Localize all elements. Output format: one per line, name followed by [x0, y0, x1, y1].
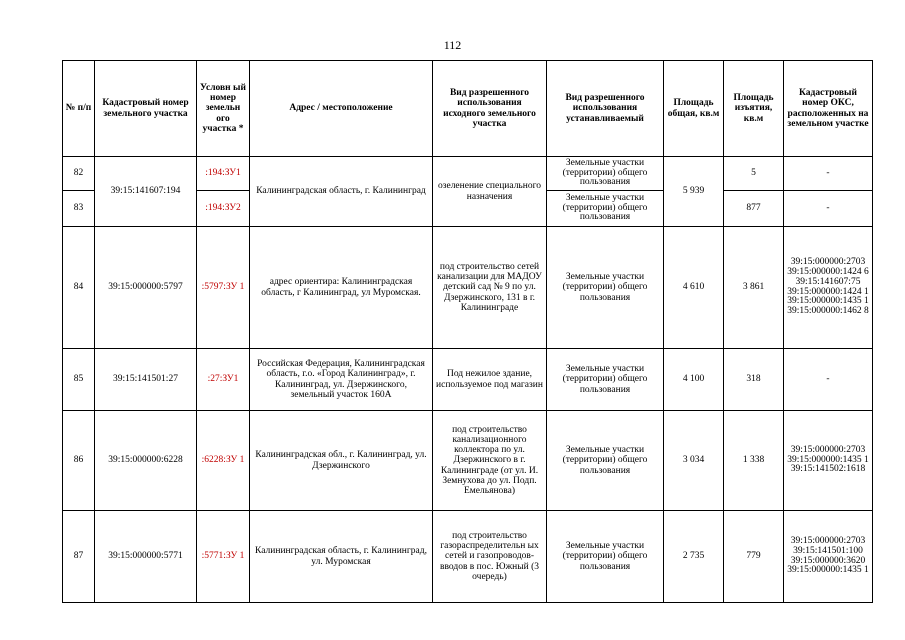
use-set: Земельные участки (территории) общего пользования: [547, 511, 664, 603]
table-row: [63, 411, 873, 511]
row-num: 85: [63, 349, 95, 411]
use-source: под строительство газораспределительн ых сетей и газопроводов-вводов в пос. Южный (3 очередь): [433, 511, 547, 603]
header-area-total: Площадь общая, кв.м: [664, 61, 724, 157]
conditional-number: :194:ЗУ2: [197, 191, 250, 227]
conditional-number: :5771:ЗУ 1: [197, 511, 250, 603]
cadastral-number: 39:15:000000:6228: [95, 411, 197, 511]
address: адрес ориентира: Калининградская область, г Калининград, ул Муромская.: [250, 227, 433, 349]
conditional-number: :6228:ЗУ 1: [197, 411, 250, 511]
header-address: Адрес / местоположение: [250, 61, 433, 157]
area-taken: 318: [724, 349, 784, 411]
oks-number: 39:15:141502:1618: [790, 464, 866, 475]
oks-number: 39:15:000000:1435 1: [787, 565, 869, 576]
table-row: [63, 511, 873, 603]
oks-numbers: [784, 227, 873, 349]
header-area-taken: Площадь изъятия, кв.м: [724, 61, 784, 157]
oks-numbers: [784, 511, 873, 603]
use-source: под строительство сетей канализации для МАДОУ детский сад № 9 по ул. Дзержинского, 131 в г. Калининграде: [433, 227, 547, 349]
oks-number: 39:15:000000:2703: [790, 444, 866, 455]
use-set: Земельные участки (территории) общего пользования: [547, 191, 664, 227]
land-plots-table: [62, 60, 873, 603]
table-row: [63, 227, 873, 349]
table-row: [63, 157, 873, 191]
table-row: [63, 349, 873, 411]
area-total: 5 939: [664, 157, 724, 227]
area-taken: 3 861: [724, 227, 784, 349]
table-header-row: [63, 61, 873, 157]
use-set: Земельные участки (территории) общего пользования: [547, 157, 664, 191]
address: Российская Федерация, Калининградская область, г.о. «Город Калининград», г. Калининград, ул. Дзержинского, земельный участок 160А: [250, 349, 433, 411]
header-conditional: Условн ый номер земельн ого участка *: [197, 61, 250, 157]
row-num: 84: [63, 227, 95, 349]
area-taken: 5: [724, 157, 784, 191]
use-source: под строительство канализационного коллектора по ул. Дзержинского в г. Калининграде (от ул. И. Земнухова до ул. Подп. Емельянова): [433, 411, 547, 511]
address: Калининградская область, г. Калининград, ул. Муромская: [250, 511, 433, 603]
cadastral-number: 39:15:000000:5797: [95, 227, 197, 349]
use-source: озеленение специального назначения: [433, 157, 547, 227]
header-num: № п/п: [63, 61, 95, 157]
use-set: Земельные участки (территории) общего пользования: [547, 349, 664, 411]
oks-number: 39:15:000000:1435 1: [787, 296, 869, 307]
row-num: 86: [63, 411, 95, 511]
row-num: 83: [63, 191, 95, 227]
use-source: Под нежилое здание, используемое под магазин: [433, 349, 547, 411]
cadastral-number: 39:15:000000:5771: [95, 511, 197, 603]
conditional-number: :5797:ЗУ 1: [197, 227, 250, 349]
area-taken: 877: [724, 191, 784, 227]
header-use-source: Вид разрешенного использования исходного земельного участка: [433, 61, 547, 157]
conditional-number: :27:ЗУ1: [197, 349, 250, 411]
row-num: 82: [63, 157, 95, 191]
area-taken: 1 338: [724, 411, 784, 511]
header-oks: Кадастровый номер ОКС, расположенных на земельном участке: [784, 61, 873, 157]
area-total: 3 034: [664, 411, 724, 511]
cadastral-number: 39:15:141607:194: [95, 157, 197, 227]
oks-number: 39:15:000000:1424 6: [787, 267, 869, 278]
header-use-set: Вид разрешенного использования устанавливаемый: [547, 61, 664, 157]
area-total: 2 735: [664, 511, 724, 603]
use-set: Земельные участки (территории) общего пользования: [547, 227, 664, 349]
address: Калининградская обл., г. Калининград, ул. Дзержинского: [250, 411, 433, 511]
oks-numbers: [784, 411, 873, 511]
area-total: 4 100: [664, 349, 724, 411]
page-number: 112: [443, 38, 462, 52]
oks-numbers: -: [784, 349, 873, 411]
oks-number: 39:15:000000:2703: [790, 257, 866, 268]
oks-number: 39:15:000000:2703: [790, 536, 866, 547]
conditional-number: :194:ЗУ1: [197, 157, 250, 191]
use-set: Земельные участки (территории) общего пользования: [547, 411, 664, 511]
cadastral-number: 39:15:141501:27: [95, 349, 197, 411]
oks-number: 39:15:000000:1424 1: [787, 286, 869, 297]
oks-number: 39:15:141607:75: [795, 276, 861, 287]
oks-number: 39:15:141501:100: [793, 545, 863, 556]
row-num: 87: [63, 511, 95, 603]
oks-numbers: -: [784, 157, 873, 191]
area-total: 4 610: [664, 227, 724, 349]
oks-number: 39:15:000000:1462 8: [787, 305, 869, 316]
oks-number: 39:15:000000:1435 1: [787, 454, 869, 465]
area-taken: 779: [724, 511, 784, 603]
header-cadastral: Кадастровый номер земельного участка: [95, 61, 197, 157]
oks-number: 39:15:000000:3620: [790, 555, 866, 566]
oks-numbers: -: [784, 191, 873, 227]
address: Калининградская область, г. Калининград: [250, 157, 433, 227]
